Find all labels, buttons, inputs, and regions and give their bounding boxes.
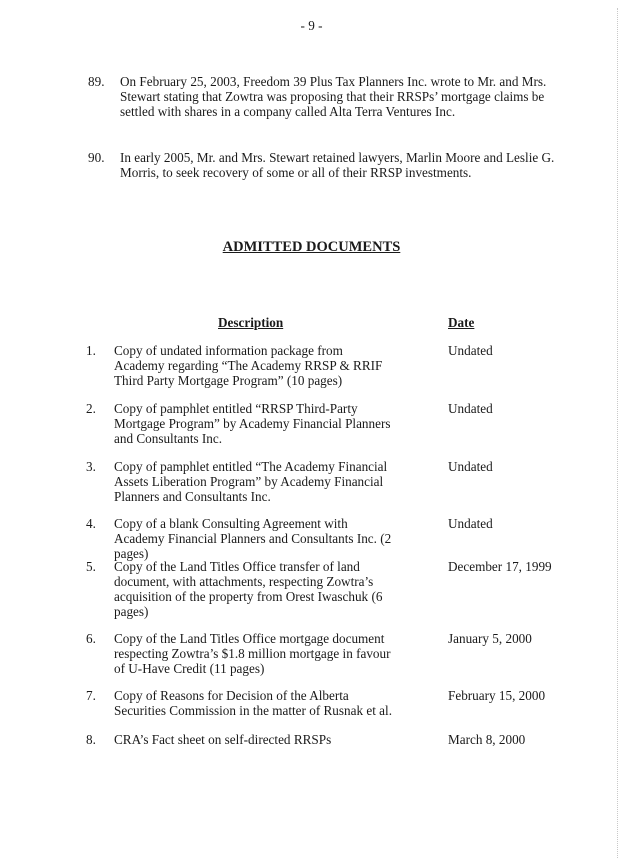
row-number: 6. [86, 631, 96, 646]
row-number: 8. [86, 732, 96, 747]
row-description: Copy of pamphlet entitled “The Academy Financial Assets Liberation Program” by Academy Financial Planners and Consultants Inc. [114, 459, 388, 504]
row-description: Copy of pamphlet entitled “RRSP Third-Party Mortgage Program” by Academy Financial Planners and Consultants Inc. [114, 401, 391, 446]
paragraph-89 [88, 74, 558, 119]
row-number: 1. [86, 343, 96, 358]
section-heading: ADMITTED DOCUMENTS [222, 239, 401, 255]
row-date: Undated [448, 516, 493, 531]
row-description: Copy of Reasons for Decision of the Alberta Securities Commission in the matter of Rusnak et al. [114, 688, 392, 718]
row-date: March 8, 2000 [448, 732, 526, 747]
column-header-date: Date [448, 315, 475, 330]
row-number: 7. [86, 688, 96, 703]
row-date: February 15, 2000 [448, 688, 546, 703]
row-date: Undated [448, 401, 493, 416]
paragraph-text: On February 25, 2003, Freedom 39 Plus Tax Planners Inc. wrote to Mr. and Mrs. Stewart stating that Zowtra was proposing that their RRSPs’ mortgage claims be settled with shares in a company called Alta Terra Ventures Inc. [120, 74, 547, 119]
row-date: Undated [448, 459, 493, 474]
row-date: Undated [448, 343, 493, 358]
scan-edge-line [617, 8, 619, 858]
row-number: 3. [86, 459, 96, 474]
row-description: CRA’s Fact sheet on self-directed RRSPs [114, 732, 332, 747]
row-description: Copy of a blank Consulting Agreement with Academy Financial Planners and Consultants Inc. (2 pages) [114, 516, 392, 561]
row-number: 4. [86, 516, 96, 531]
row-number: 2. [86, 401, 96, 416]
page-number: - 9 - [300, 18, 323, 33]
row-description: Copy of undated information package from Academy regarding “The Academy RRSP & RRIF Third Party Mortgage Program” (10 pages) [114, 343, 383, 388]
row-description: Copy of the Land Titles Office transfer of land document, with attachments, respecting Zowtra’s acquisition of the property from Orest Iwaschuk (6 pages) [114, 559, 383, 619]
column-header-description: Description [218, 315, 284, 330]
paragraph-number: 90. [88, 150, 105, 165]
row-date: January 5, 2000 [448, 631, 532, 646]
row-date: December 17, 1999 [448, 559, 552, 574]
paragraph-text: In early 2005, Mr. and Mrs. Stewart retained lawyers, Marlin Moore and Leslie G. Morris, to seek recovery of some or all of their RRSP investments. [120, 150, 555, 180]
paragraph-90 [88, 150, 558, 180]
row-number: 5. [86, 559, 96, 574]
row-description: Copy of the Land Titles Office mortgage document respecting Zowtra’s $1.8 million mortgage in favour of U-Have Credit (11 pages) [114, 631, 391, 676]
paragraph-number: 89. [88, 74, 105, 89]
